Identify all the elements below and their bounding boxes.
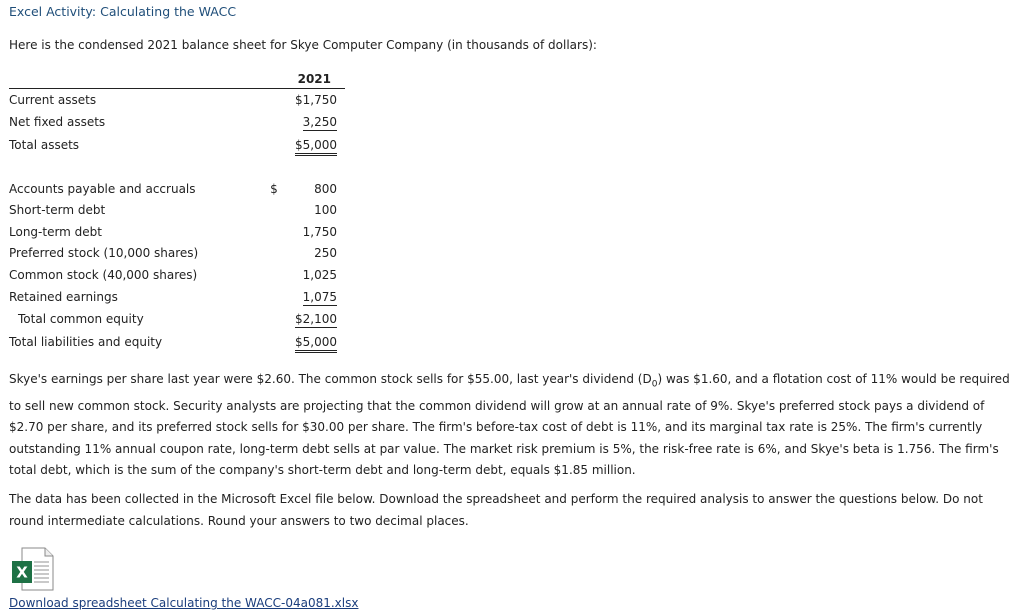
row-label: Accounts payable and accruals [9,182,196,196]
table-row [9,136,345,156]
row-value: 3,250 [302,115,337,129]
table-row [9,333,345,353]
table-row [9,223,345,243]
row-label: Net fixed assets [9,115,106,129]
table-row [9,180,345,200]
balance-sheet [9,70,345,349]
row-value: 1,025 [302,268,337,282]
intro-text: Here is the condensed 2021 balance sheet for Skye Computer Company (in thousands of dollars): [9,38,597,52]
row-label: Long-term debt [9,225,103,239]
row-value-number: 800 [314,182,337,196]
row-label: Total common equity [18,312,144,326]
dividend-subscript: 0 [651,379,658,390]
row-label: Short-term debt [9,203,106,217]
table-row [9,113,345,133]
row-label: Total liabilities and equity [9,335,163,349]
excel-icon-letter: X [16,563,28,582]
table-row [9,266,345,286]
year-column-header: 2021 [297,72,331,86]
row-value: 100 [314,203,337,217]
table-row [9,244,345,264]
row-value: 1,075 [302,290,337,304]
table-row [9,201,345,221]
table-row [9,310,345,330]
excel-file-icon[interactable] [10,547,54,591]
row-value [270,182,337,197]
table-row [9,91,345,111]
instructions-paragraph: The data has been collected in the Microsoft Excel file below. Download the spreadsheet and perform the required analysis to answer the questions below. Do not round intermediate calculations. Round your answers to two decimal places. [9,492,983,528]
page-title: Excel Activity: Calculating the WACC [9,4,237,19]
row-label: Preferred stock (10,000 shares) [9,246,199,260]
row-label: Current assets [9,93,97,107]
paragraph-text: ) was $1.60, and a flotation cost of 11% would be required to sell new common stock. Security analysts are projecting that the common dividend will grow at an annual rate of 9%. Skye's preferred stock pays a dividend of $2.70 per share, and its preferred stock sells for $30.00 per share. The firm's before-tax cost of debt is 11%, and its marginal tax rate is 25%. The firm's currently outstanding 11% annual coupon rate, long-term debt sells at par value. The market risk premium is 5%, the risk-free rate is 6%, and Skye's beta is 1.756. The firm's total debt, which is the sum of the company's short-term debt and long-term debt, equals $1.85 million. [9,372,1010,478]
row-value: 250 [314,246,337,260]
balance-sheet-header [9,70,345,89]
table-row [9,288,345,308]
problem-paragraph [9,369,1015,482]
row-value: $2,100 [295,312,337,326]
dollar-sign: $ [270,182,278,196]
row-label: Total assets [9,138,80,152]
row-value: $5,000 [295,138,337,156]
paragraph-text: Skye's earnings per share last year were $2.60. The common stock sells for $55.00, last year's dividend (D [9,372,652,386]
row-label: Common stock (40,000 shares) [9,268,198,282]
row-value: 1,750 [302,225,337,239]
row-label: Retained earnings [9,290,118,304]
row-value: $5,000 [295,335,337,353]
row-value: $1,750 [295,93,337,107]
download-spreadsheet-link[interactable]: Download spreadsheet Calculating the WACC-04a081.xlsx [9,596,359,610]
